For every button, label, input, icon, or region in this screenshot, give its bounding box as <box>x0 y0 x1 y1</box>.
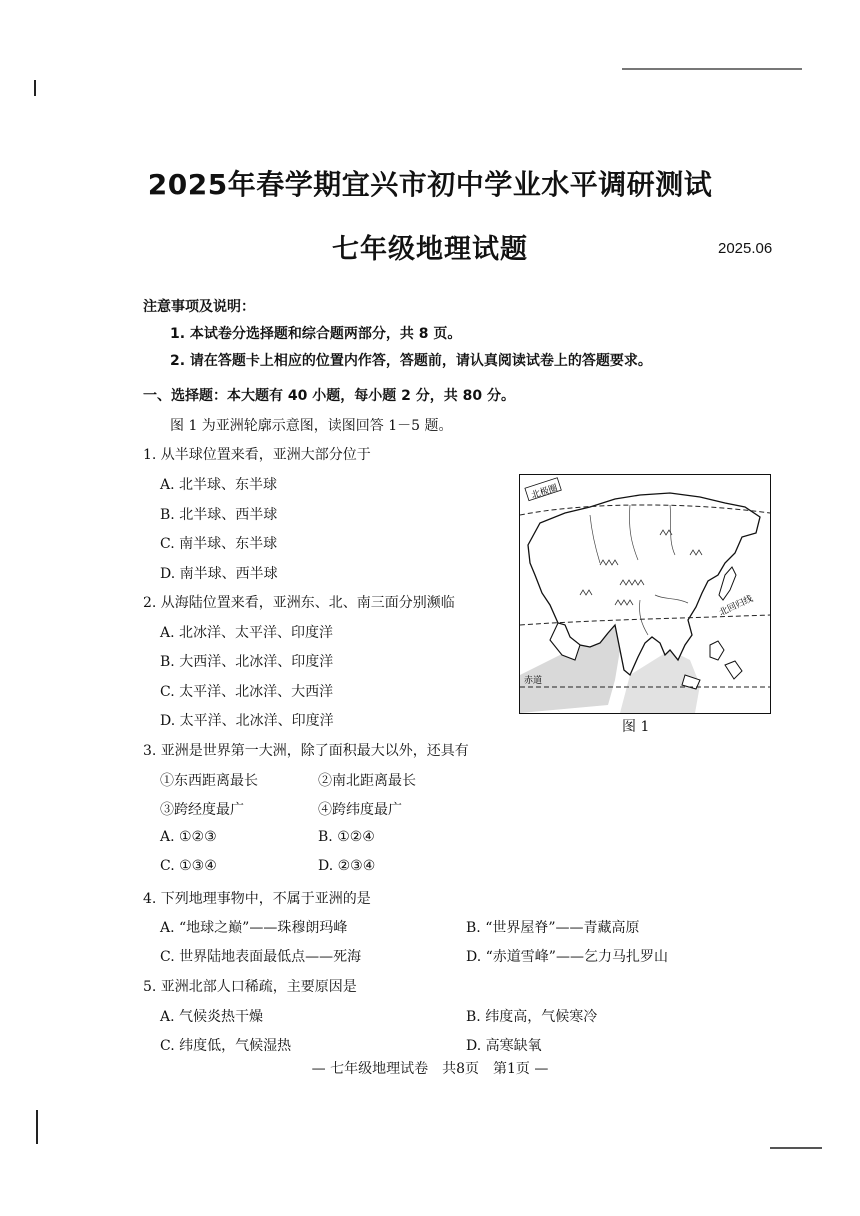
question-4-option-c: C. 世界陆地表面最低点——死海 <box>160 949 362 965</box>
scan-mark-top-right <box>622 68 802 70</box>
note-item-2: 2. 请在答题卡上相应的位置内作答，答题前，请认真阅读试卷上的答题要求。 <box>170 353 652 369</box>
label-tropic-cancer: 北回归线 <box>717 594 755 619</box>
question-4-option-d: D. “赤道雪峰”——乞力马扎罗山 <box>466 949 668 965</box>
question-2-option-c: C. 太平洋、北冰洋、大西洋 <box>160 684 334 700</box>
section-heading: 一、选择题：本大题有 40 小题，每小题 2 分，共 80 分。 <box>143 388 515 404</box>
question-1-stem: 1. 从半球位置来看，亚洲大部分位于 <box>143 447 371 463</box>
question-2-stem: 2. 从海陆位置来看，亚洲东、北、南三面分别濒临 <box>143 595 455 611</box>
question-3-statement-4: ④跨纬度最广 <box>318 802 402 818</box>
page-title: 2025年春学期宜兴市初中学业水平调研测试 <box>147 168 713 201</box>
question-4-stem: 4. 下列地理事物中，不属于亚洲的是 <box>143 891 371 907</box>
asia-outline-map <box>519 474 771 714</box>
question-1-option-b: B. 北半球、西半球 <box>160 507 278 523</box>
question-2-option-a: A. 北冰洋、太平洋、印度洋 <box>160 625 334 641</box>
question-5-option-c: C. 纬度低，气候湿热 <box>160 1038 292 1054</box>
question-1-option-d: D. 南半球、西半球 <box>160 566 278 582</box>
page-subtitle: 七年级地理试题 <box>332 234 528 265</box>
question-3-statement-2: ②南北距离最长 <box>318 773 416 789</box>
section-intro: 图 1 为亚洲轮廓示意图，读图回答 1－5 题。 <box>170 418 453 434</box>
scan-mark-left-bottom <box>36 1110 38 1144</box>
label-arctic-circle: 北极圈 <box>530 483 560 502</box>
question-5-stem: 5. 亚洲北部人口稀疏，主要原因是 <box>143 979 357 995</box>
question-4-option-a: A. “地球之巅”——珠穆朗玛峰 <box>160 920 348 936</box>
question-3-stem: 3. 亚洲是世界第一大洲，除了面积最大以外，还具有 <box>143 743 469 759</box>
question-2-option-b: B. 大西洋、北冰洋、印度洋 <box>160 654 334 670</box>
question-3-option-a: A. ①②③ <box>160 829 217 845</box>
question-3-option-b: B. ①②④ <box>318 829 375 845</box>
scan-mark-left-top <box>34 80 36 96</box>
page-footer: — 七年级地理试卷 共8页 第1页 — <box>311 1061 549 1077</box>
asia-map-svg <box>520 475 770 713</box>
question-3-option-d: D. ②③④ <box>318 858 376 874</box>
note-item-1: 1. 本试卷分选择题和综合题两部分，共 8 页。 <box>170 326 462 342</box>
exam-date: 2025.06 <box>718 240 773 257</box>
question-3-option-c: C. ①③④ <box>160 858 217 874</box>
question-5-option-b: B. 纬度高，气候寒冷 <box>466 1009 598 1025</box>
question-2-option-d: D. 太平洋、北冰洋、印度洋 <box>160 713 334 729</box>
figure-caption: 图 1 <box>622 719 650 735</box>
question-4-option-b: B. “世界屋脊”——青藏高原 <box>466 920 640 936</box>
question-1-option-a: A. 北半球、东半球 <box>160 477 278 493</box>
scan-mark-bottom-right <box>770 1147 822 1149</box>
question-1-option-c: C. 南半球、东半球 <box>160 536 278 552</box>
question-5-option-a: A. 气候炎热干燥 <box>160 1009 264 1025</box>
question-5-option-d: D. 高寒缺氧 <box>466 1038 542 1054</box>
label-equator: 赤道 <box>524 676 543 686</box>
question-3-statement-1: ①东西距离最长 <box>160 773 258 789</box>
question-3-statement-3: ③跨经度最广 <box>160 802 244 818</box>
notes-heading: 注意事项及说明： <box>143 299 255 315</box>
